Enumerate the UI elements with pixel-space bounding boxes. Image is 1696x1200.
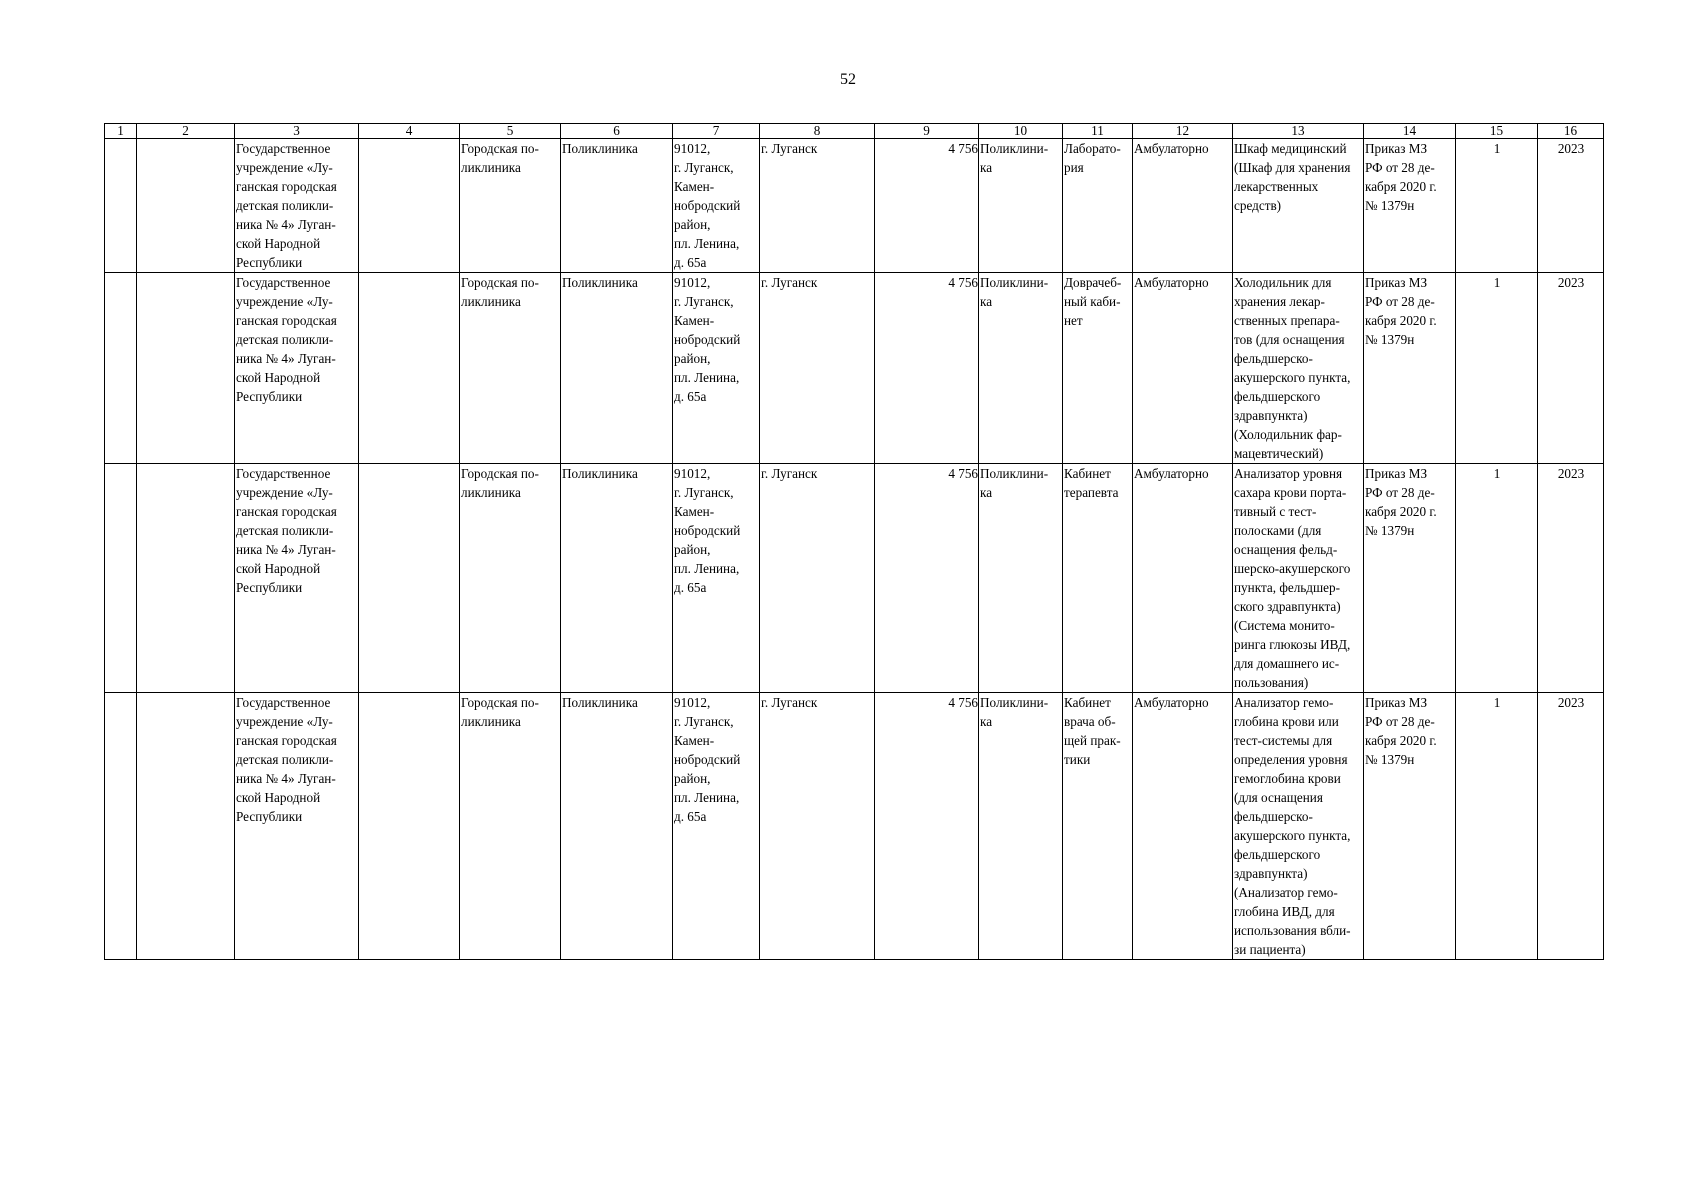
cell-line: Приказ МЗ (1365, 275, 1428, 290)
cell-line: детская поликли- (236, 752, 334, 767)
cell-line: д. 65а (674, 580, 707, 595)
cell-line: Республики (236, 389, 303, 404)
address-cell (673, 693, 760, 960)
quantity-cell: 1 (1456, 464, 1538, 693)
unit-cell (979, 273, 1063, 464)
cell-line: (Система монито- (1234, 618, 1335, 633)
column-number: 16 (1538, 124, 1604, 139)
cell-line: Городская по- (461, 141, 539, 156)
cell-line: ганская городская (236, 313, 337, 328)
equipment-name-cell (1233, 464, 1364, 693)
cell-line: Приказ МЗ (1365, 695, 1428, 710)
cell-line: пункта, фельдшер- (1234, 580, 1341, 595)
cell-line: использования вбли- (1234, 923, 1351, 938)
cell-line: лекарственных (1234, 179, 1319, 194)
column-number: 6 (561, 124, 673, 139)
institution-name-cell (235, 693, 359, 960)
column-number: 4 (359, 124, 460, 139)
column-number: 12 (1133, 124, 1233, 139)
care-form-cell (1133, 139, 1233, 273)
cell-line: г. Луганск, (674, 160, 734, 175)
cell-line: Анализатор гемо- (1234, 695, 1334, 710)
cell-line: Камен- (674, 313, 715, 328)
cell-line: учреждение «Лу- (236, 294, 333, 309)
cell-line: тест-системы для (1234, 733, 1333, 748)
unit-cell (979, 693, 1063, 960)
care-form-cell (1133, 273, 1233, 464)
cell-line: полосками (для (1234, 523, 1322, 538)
col-4-cell (359, 693, 460, 960)
column-number: 9 (875, 124, 979, 139)
cell-line: ника № 4» Луган- (236, 351, 336, 366)
column-number: 10 (979, 124, 1063, 139)
year-cell: 2023 (1538, 464, 1604, 693)
cell-line: Амбулаторно (1134, 141, 1209, 156)
care-form-cell (1133, 693, 1233, 960)
column-number: 3 (235, 124, 359, 139)
cell-line: тивный с тест- (1234, 504, 1317, 519)
cell-line: Государственное (236, 275, 331, 290)
care-form-cell (1133, 464, 1233, 693)
cell-line: РФ от 28 де- (1365, 294, 1435, 309)
row-number-cell (105, 464, 137, 693)
col-2-cell (137, 139, 235, 273)
col-4-cell (359, 464, 460, 693)
locality-cell (760, 464, 875, 693)
cell-line: нобродский (674, 523, 741, 538)
cell-line: тов (для оснащения (1234, 332, 1345, 347)
cell-line: ганская городская (236, 179, 337, 194)
cell-line: нобродский (674, 198, 741, 213)
year-cell: 2023 (1538, 139, 1604, 273)
cell-line: пользования) (1234, 675, 1309, 690)
cell-line: ка (980, 714, 993, 729)
cell-line: рия (1064, 160, 1084, 175)
cell-line: Камен- (674, 733, 715, 748)
cell-line: Амбулаторно (1134, 466, 1209, 481)
cell-line: (Холодильник фар- (1234, 427, 1342, 442)
cell-line: врача об- (1064, 714, 1116, 729)
cell-line: Городская по- (461, 275, 539, 290)
cell-line: ской Народной (236, 370, 321, 385)
row-number-cell (105, 139, 137, 273)
cell-line: Поликлиника (562, 275, 638, 290)
cell-line: г. Луганск (761, 141, 818, 156)
column-number: 2 (137, 124, 235, 139)
cell-line: хранения лекар- (1234, 294, 1325, 309)
cell-line: д. 65а (674, 809, 707, 824)
page-number: 52 (840, 71, 856, 88)
equipment-name-cell (1233, 139, 1364, 273)
cell-line: Поликлиника (562, 695, 638, 710)
room-cell (1063, 693, 1133, 960)
row-number-cell (105, 693, 137, 960)
cell-line: учреждение «Лу- (236, 485, 333, 500)
row-number-cell (105, 273, 137, 464)
column-number: 5 (460, 124, 561, 139)
cell-line: учреждение «Лу- (236, 714, 333, 729)
cell-line: сахара крови порта- (1234, 485, 1347, 500)
cell-line: ской Народной (236, 561, 321, 576)
cell-line: Шкаф медицинский (1234, 141, 1347, 156)
cell-line: Анализатор уровня (1234, 466, 1343, 481)
cell-line: г. Луганск (761, 275, 818, 290)
cell-line: мацевтический) (1234, 446, 1324, 461)
equipment-name-cell (1233, 693, 1364, 960)
cell-line: Республики (236, 255, 303, 270)
quantity-cell: 1 (1456, 273, 1538, 464)
cell-line: Государственное (236, 466, 331, 481)
cell-line: ника № 4» Луган- (236, 217, 336, 232)
cell-line: пл. Ленина, (674, 236, 740, 251)
cell-line: фельдшерско- (1234, 351, 1313, 366)
col-2-cell (137, 693, 235, 960)
locality-cell (760, 273, 875, 464)
cell-line: гемоглобина крови (1234, 771, 1341, 786)
cell-line: Поликлини- (980, 141, 1049, 156)
cell-line: ликлиника (461, 294, 521, 309)
cell-line: Поликлини- (980, 275, 1049, 290)
cell-line: ника № 4» Луган- (236, 771, 336, 786)
col-4-cell (359, 273, 460, 464)
cell-line: г. Луганск, (674, 294, 734, 309)
cell-line: кабря 2020 г. (1365, 504, 1437, 519)
cell-line: г. Луганск, (674, 485, 734, 500)
cell-line: определения уровня (1234, 752, 1348, 767)
cell-line: РФ от 28 де- (1365, 160, 1435, 175)
col-2-cell (137, 464, 235, 693)
cell-line: Приказ МЗ (1365, 466, 1428, 481)
cell-line: Поликлини- (980, 466, 1049, 481)
cell-line: РФ от 28 де- (1365, 485, 1435, 500)
address-cell (673, 464, 760, 693)
cell-line: д. 65а (674, 255, 707, 270)
cell-line: район, (674, 542, 711, 557)
cell-line: Амбулаторно (1134, 275, 1209, 290)
institution-name-cell (235, 139, 359, 273)
cell-line: № 1379н (1365, 752, 1415, 767)
year-cell: 2023 (1538, 693, 1604, 960)
column-number: 15 (1456, 124, 1538, 139)
cell-line: Городская по- (461, 466, 539, 481)
standard-cell (1364, 693, 1456, 960)
cell-line: акушерского пункта, (1234, 370, 1351, 385)
subdivision-type-cell (561, 464, 673, 693)
cell-line: Доврачеб- (1064, 275, 1122, 290)
cell-line: № 1379н (1365, 523, 1415, 538)
area-cell: 4 756 (875, 693, 979, 960)
cell-line: ка (980, 160, 993, 175)
cell-line: ской Народной (236, 790, 321, 805)
cell-line: 91012, (674, 275, 711, 290)
cell-line: кабря 2020 г. (1365, 179, 1437, 194)
cell-line: ный каби- (1064, 294, 1121, 309)
cell-line: ка (980, 294, 993, 309)
cell-line: РФ от 28 де- (1365, 714, 1435, 729)
cell-line: Лаборато- (1064, 141, 1121, 156)
cell-line: ганская городская (236, 504, 337, 519)
institution-type-cell (460, 693, 561, 960)
subdivision-type-cell (561, 273, 673, 464)
equipment-registry-table (104, 123, 1604, 960)
cell-line: Государственное (236, 695, 331, 710)
cell-line: детская поликли- (236, 523, 334, 538)
cell-line: оснащения фельд- (1234, 542, 1338, 557)
standard-cell (1364, 139, 1456, 273)
cell-line: Кабинет (1064, 466, 1111, 481)
cell-line: ственных препара- (1234, 313, 1340, 328)
column-number: 1 (105, 124, 137, 139)
cell-line: детская поликли- (236, 332, 334, 347)
standard-cell (1364, 464, 1456, 693)
institution-type-cell (460, 273, 561, 464)
cell-line: ганская городская (236, 733, 337, 748)
cell-line: пл. Ленина, (674, 370, 740, 385)
cell-line: д. 65а (674, 389, 707, 404)
cell-line: 91012, (674, 466, 711, 481)
institution-type-cell (460, 464, 561, 693)
col-2-cell (137, 273, 235, 464)
cell-line: Холодильник для (1234, 275, 1332, 290)
cell-line: г. Луганск (761, 466, 818, 481)
area-cell: 4 756 (875, 273, 979, 464)
area-cell: 4 756 (875, 464, 979, 693)
cell-line: (Шкаф для хранения (1234, 160, 1351, 175)
cell-line: учреждение «Лу- (236, 160, 333, 175)
column-number: 7 (673, 124, 760, 139)
column-number: 13 (1233, 124, 1364, 139)
table-row (105, 139, 1604, 273)
cell-line: нобродский (674, 332, 741, 347)
column-number: 14 (1364, 124, 1456, 139)
cell-line: тики (1064, 752, 1091, 767)
column-number: 8 (760, 124, 875, 139)
cell-line: средств) (1234, 198, 1282, 213)
cell-line: Государственное (236, 141, 331, 156)
cell-line: ликлиника (461, 485, 521, 500)
quantity-cell: 1 (1456, 139, 1538, 273)
cell-line: Камен- (674, 504, 715, 519)
cell-line: фельдшерского (1234, 847, 1321, 862)
cell-line: детская поликли- (236, 198, 334, 213)
cell-line: пл. Ленина, (674, 561, 740, 576)
cell-line: Кабинет (1064, 695, 1111, 710)
cell-line: глобина крови или (1234, 714, 1339, 729)
cell-line: ликлиника (461, 714, 521, 729)
year-cell: 2023 (1538, 273, 1604, 464)
area-cell: 4 756 (875, 139, 979, 273)
cell-line: терапевта (1064, 485, 1119, 500)
cell-line: Амбулаторно (1134, 695, 1209, 710)
cell-line: Поликлини- (980, 695, 1049, 710)
cell-line: ринга глюкозы ИВД, (1234, 637, 1351, 652)
cell-line: ликлиника (461, 160, 521, 175)
cell-line: акушерского пункта, (1234, 828, 1351, 843)
cell-line: пл. Ленина, (674, 790, 740, 805)
subdivision-type-cell (561, 693, 673, 960)
cell-line: г. Луганск, (674, 714, 734, 729)
cell-line: фельдшерско- (1234, 809, 1313, 824)
quantity-cell: 1 (1456, 693, 1538, 960)
col-4-cell (359, 139, 460, 273)
address-cell (673, 139, 760, 273)
cell-line: район, (674, 771, 711, 786)
standard-cell (1364, 273, 1456, 464)
room-cell (1063, 464, 1133, 693)
cell-line: кабря 2020 г. (1365, 313, 1437, 328)
cell-line: Республики (236, 809, 303, 824)
cell-line: кабря 2020 г. (1365, 733, 1437, 748)
institution-name-cell (235, 464, 359, 693)
cell-line: шерско-акушерского (1234, 561, 1351, 576)
cell-line: щей прак- (1064, 733, 1121, 748)
cell-line: Поликлиника (562, 141, 638, 156)
unit-cell (979, 464, 1063, 693)
cell-line: нет (1064, 313, 1083, 328)
cell-line: ника № 4» Луган- (236, 542, 336, 557)
cell-line: 91012, (674, 695, 711, 710)
equipment-name-cell (1233, 273, 1364, 464)
cell-line: зи пациента) (1234, 942, 1306, 957)
cell-line: (для оснащения (1234, 790, 1323, 805)
table-row (105, 273, 1604, 464)
cell-line: фельдшерского (1234, 389, 1321, 404)
cell-line: (Анализатор гемо- (1234, 885, 1338, 900)
cell-line: здравпункта) (1234, 866, 1308, 881)
cell-line: ка (980, 485, 993, 500)
cell-line: г. Луганск (761, 695, 818, 710)
cell-line: 91012, (674, 141, 711, 156)
locality-cell (760, 139, 875, 273)
cell-line: Республики (236, 580, 303, 595)
cell-line: Камен- (674, 179, 715, 194)
cell-line: здравпункта) (1234, 408, 1308, 423)
subdivision-type-cell (561, 139, 673, 273)
table-row (105, 464, 1604, 693)
cell-line: район, (674, 217, 711, 232)
cell-line: № 1379н (1365, 332, 1415, 347)
room-cell (1063, 273, 1133, 464)
cell-line: ского здравпункта) (1234, 599, 1341, 614)
institution-type-cell (460, 139, 561, 273)
column-number-row (105, 124, 1604, 139)
cell-line: Поликлиника (562, 466, 638, 481)
cell-line: № 1379н (1365, 198, 1415, 213)
column-number: 11 (1063, 124, 1133, 139)
cell-line: для домашнего ис- (1234, 656, 1340, 671)
table-row (105, 693, 1604, 960)
institution-name-cell (235, 273, 359, 464)
cell-line: глобина ИВД, для (1234, 904, 1335, 919)
address-cell (673, 273, 760, 464)
cell-line: район, (674, 351, 711, 366)
locality-cell (760, 693, 875, 960)
cell-line: Приказ МЗ (1365, 141, 1428, 156)
cell-line: нобродский (674, 752, 741, 767)
unit-cell (979, 139, 1063, 273)
cell-line: ской Народной (236, 236, 321, 251)
cell-line: Городская по- (461, 695, 539, 710)
room-cell (1063, 139, 1133, 273)
